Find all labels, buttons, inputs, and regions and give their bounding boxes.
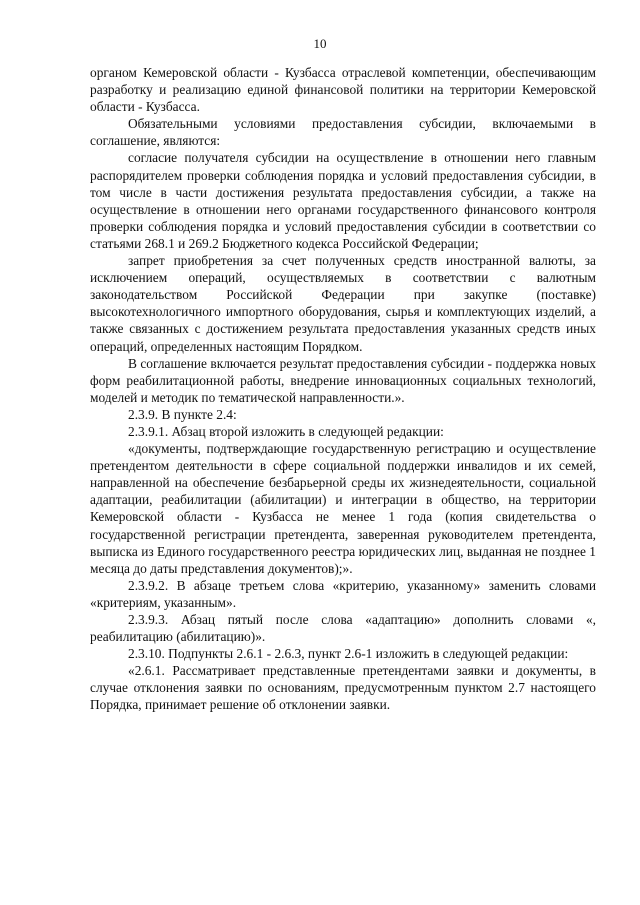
- paragraph-9: 2.3.9.2. В абзаце третьем слова «критерию, указанному» заменить словами «критериям, указанным».: [90, 577, 596, 610]
- paragraph-6: 2.3.9. В пункте 2.4:: [128, 406, 237, 422]
- document-body: [90, 64, 596, 714]
- paragraph-4: запрет приобретения за счет полученных средств иностранной валюты, за исключением операций, осуществляемых в соответствии с валютным законодательством Российской Федерации при закупке (поставке) высокотехнологичного импортного оборудования, сырья и комплектующих изделий, а также связанных с достижением результата предоставления указанных средств иных операций, определенных настоящим Порядком.: [90, 253, 596, 354]
- paragraph-11: 2.3.10. Подпункты 2.6.1 - 2.6.3, пункт 2.6-1 изложить в следующей редакции:: [128, 646, 569, 662]
- page-number: 10: [313, 36, 327, 51]
- paragraph-1: органом Кемеровской области - Кузбасса отраслевой компетенции, обеспечивающим разработку и реализацию единой финансовой политики на территории Кемеровской области - Кузбасса.: [90, 65, 596, 115]
- paragraph-7: 2.3.9.1. Абзац второй изложить в следующей редакции:: [128, 423, 444, 439]
- paragraph-10: 2.3.9.3. Абзац пятый после слова «адаптацию» дополнить словами «, реабилитацию (абилитацию)».: [90, 612, 596, 645]
- paragraph-12: «2.6.1. Рассматривает представленные претендентами заявки и документы, в случае отклонения заявки по основаниям, предусмотренным пунктом 2.7 настоящего Порядка, принимает решение об отклонении заявки.: [90, 663, 596, 713]
- paragraph-2: Обязательными условиями предоставления субсидии, включаемыми в соглашение, являются:: [90, 116, 596, 149]
- paragraph-3: согласие получателя субсидии на осуществление в отношении него главным распорядителем проверки соблюдения порядка и условий предоставления субсидии, в том числе в части достижения результата предоставления субсидии, а также на осуществление в отношении него органами государственного финансового контроля проверки соблюдения порядка и условий предоставления субсидии в соответствии со статьями 268.1 и 269.2 Бюджетного кодекса Российской Федерации;: [90, 150, 596, 251]
- paragraph-5: В соглашение включается результат предоставления субсидии - поддержка новых форм реабилитационной работы, внедрение инновационных социальных технологий, моделей и методик по тематической направленности.».: [90, 355, 596, 405]
- paragraph-8: «документы, подтверждающие государственную регистрацию и осуществление претендентом деятельности в сфере социальной поддержки инвалидов и их семей, направленной на обеспечение безбарьерной среды их жизнедеятельности, социальной адаптации, реабилитации (абилитации) и интеграции в общество, на территории Кемеровской области - Кузбасса не менее 1 года (копия свидетельства о государственной регистрации претендента, заверенная руководителем претендента, выписка из Единого государственного реестра юридических лиц, выданная не позднее 1 месяца до даты представления документов);».: [90, 441, 596, 576]
